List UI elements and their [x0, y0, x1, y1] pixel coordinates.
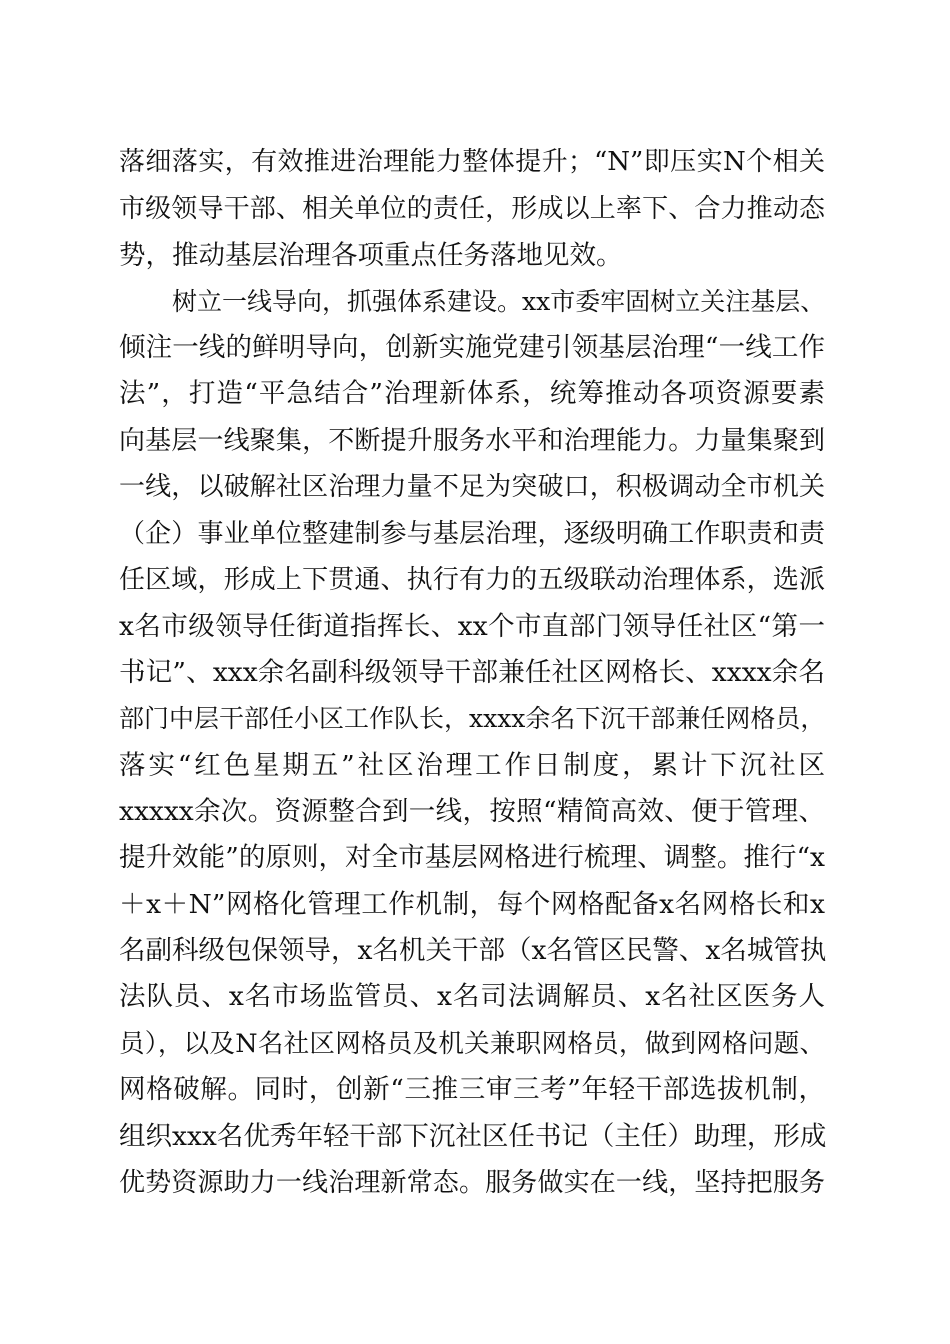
text-line: 法队员、x名市场监管员、x名司法调解员、x名社区医务人	[119, 981, 825, 1012]
text-line: 势，推动基层治理各项重点任务落地见效。	[119, 240, 623, 271]
text-line: 优势资源助力一线治理新常态。服务做实在一线，坚持把服务	[119, 1168, 825, 1198]
text-line: 树立一线导向，抓强体系建设。xx市委牢固树立关注基层、	[172, 287, 826, 316]
text-line: 网格破解。同时，创新“三推三审三考”年轻干部选拔机制，	[119, 1074, 825, 1105]
text-line: 组织xxx名优秀年轻干部下沉社区任书记（主任）助理，形成	[119, 1121, 827, 1152]
text-line: 市级领导干部、相关单位的责任，形成以上率下、合力推动态	[119, 194, 825, 224]
text-line: ＋x＋N”网格化管理工作机制，每个网格配备x名网格长和x	[119, 889, 825, 920]
text-line: 书记”、xxx余名副科级领导干部兼任社区网格长、xxxx余名	[119, 657, 825, 688]
text-line: 员），以及N名社区网格员及机关兼职网格员，做到网格问题、	[119, 1029, 825, 1059]
text-line: 一线，以破解社区治理力量不足为突破口，积极调动全市机关	[119, 472, 825, 502]
text-line: 法”，打造“平急结合”治理新体系，统筹推动各项资源要素	[119, 378, 825, 409]
text-line: 向基层一线聚集，不断提升服务水平和治理能力。力量集聚到	[119, 426, 825, 456]
text-line: 任区域，形成上下贯通、执行有力的五级联动治理体系，选派	[119, 565, 825, 595]
text-line: 部门中层干部任小区工作队长，xxxx余名下沉干部兼任网格员，	[119, 704, 826, 733]
text-line: 倾注一线的鲜明导向，创新实施党建引领基层治理“一线工作	[119, 332, 825, 363]
text-line: 落细落实，有效推进治理能力整体提升；“N”即压实N个相关	[119, 147, 825, 177]
text-line: 名副科级包保领导，x名机关干部（x名管区民警、x名城管执	[119, 935, 827, 966]
text-line: xxxxx余次。资源整合到一线，按照“精简高效、便于管理、	[119, 796, 825, 827]
text-line: 提升效能”的原则，对全市基层网格进行梳理、调整。推行“x	[119, 842, 825, 873]
text-line: 落实“红色星期五”社区治理工作日制度，累计下沉社区	[119, 750, 825, 781]
text-line: （企）事业单位整建制参与基层治理，逐级明确工作职责和责	[119, 519, 825, 549]
text-line: x名市级领导任街道指挥长、xx个市直部门领导任社区“第一	[119, 611, 825, 642]
